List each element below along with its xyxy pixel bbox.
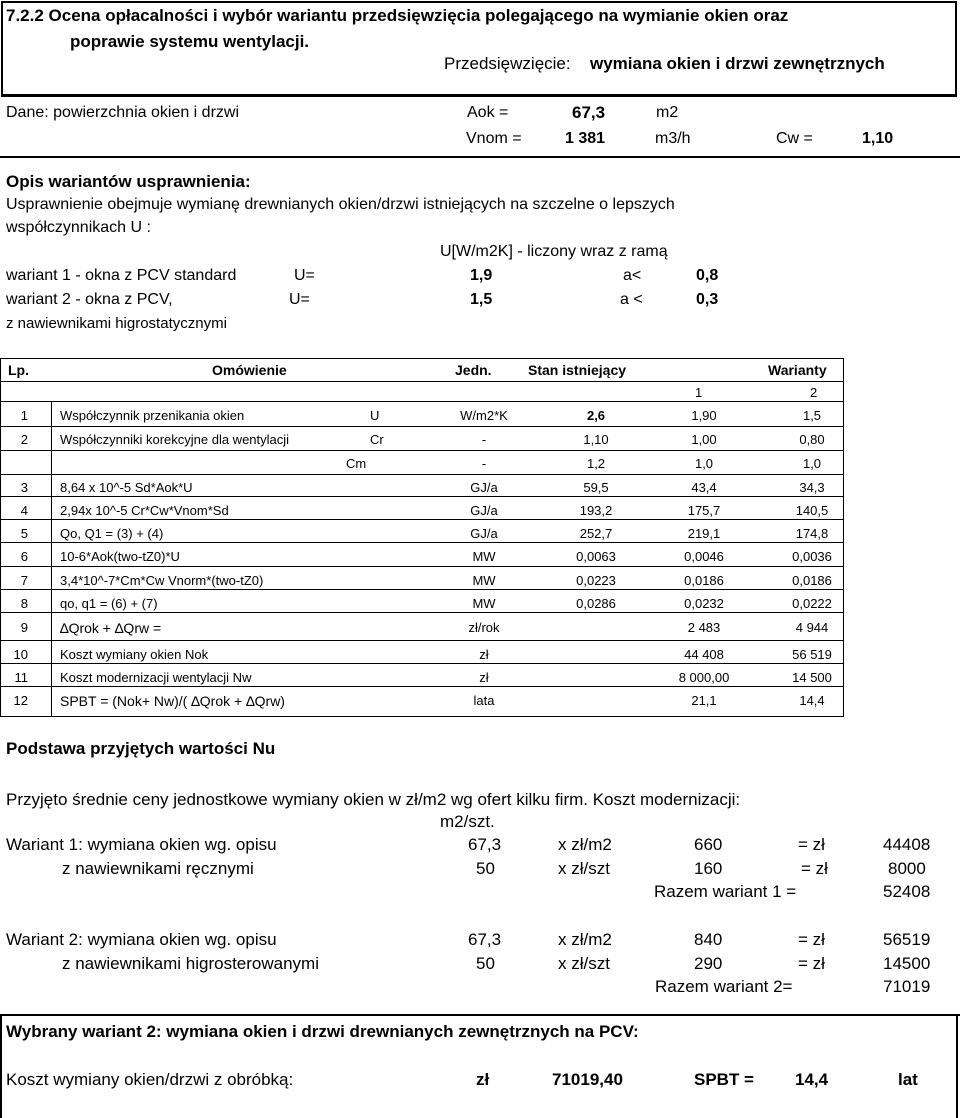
row-lp: 5: [20, 526, 28, 541]
row-lp: 9: [20, 620, 28, 635]
w2-sub-price: 290: [694, 954, 723, 973]
row-lp: 11: [14, 670, 28, 685]
spbt-value: 14,4: [795, 1070, 829, 1089]
basis-heading: Podstawa przyjętych wartości Nu: [6, 739, 276, 758]
w2-sub-total: 14500: [883, 954, 931, 973]
variant1-label: wariant 1 - okna z PCV standard: [6, 267, 237, 284]
row-variant2: 1,0: [802, 456, 822, 471]
row-variant2: 0,0222: [792, 596, 832, 611]
row-desc: Koszt modernizacji wentylacji Nw: [60, 670, 252, 685]
conclusion-right-line: [956, 1014, 958, 1118]
w1-price: 660: [694, 835, 723, 854]
row-unit: GJ/a: [470, 503, 498, 518]
row-variant2: 140,5: [795, 503, 829, 518]
w2-sub-label: z nawiewnikami higrosterowanymi: [62, 954, 319, 973]
row-variant2: 56 519: [792, 647, 832, 662]
w1-sub-price: 160: [694, 859, 723, 878]
w1-total: 44408: [883, 835, 931, 854]
w2-sum-value: 71019: [883, 977, 931, 996]
row-desc: qo, q1 = (6) + (7): [60, 596, 158, 611]
th-variants: Warianty: [768, 362, 827, 378]
row-current: 0,0286: [576, 596, 616, 611]
u-header: U[W/m2K] - liczony wraz z ramą: [440, 243, 668, 260]
table-bottom-line: [0, 716, 844, 717]
variant2-u-value: 1,5: [470, 291, 493, 308]
w2-sub-qty: 50: [476, 954, 495, 973]
w1-label: Wariant 1: wymiana okien wg. opisu: [6, 835, 277, 854]
conclusion-heading: Wybrany wariant 2: wymiana okien i drzwi drewnianych zewnętrznych na PCV:: [6, 1022, 639, 1041]
row-unit: GJ/a: [470, 526, 498, 541]
row-current: 193,2: [579, 503, 613, 518]
vnom-value: 1 381: [565, 130, 606, 147]
row-variant1: 44 408: [684, 647, 724, 662]
w1-sub-eq: = zł: [801, 859, 828, 878]
row-symbol: Cr: [370, 432, 384, 447]
th-variant2: 2: [810, 385, 818, 400]
row-desc: 8,64 x 10^-5 Sd*Aok*U: [60, 480, 193, 495]
row-desc: Qo, Q1 = (3) + (4): [60, 526, 164, 541]
variant2-note: z nawiewnikami higrostatycznymi: [6, 315, 227, 332]
vnom-unit: m3/h: [655, 130, 691, 147]
table-row-divider: [0, 519, 844, 520]
row-variant1: 1,00: [691, 432, 717, 447]
row-variant2: 1,5: [802, 408, 822, 423]
cw-value: 1,10: [862, 130, 894, 147]
row-unit: MW: [472, 549, 496, 564]
w1-unit: x zł/m2: [558, 835, 612, 854]
row-desc: ∆Qrok + ∆Qrw =: [60, 620, 162, 636]
w1-sub-label: z nawiewnikami ręcznymi: [62, 859, 254, 878]
row-unit: lata: [473, 693, 495, 708]
row-desc: 3,4*10^-7*Cm*Cw Vnorm*(two-tZ0): [60, 573, 264, 588]
row-unit: MW: [472, 596, 496, 611]
w1-qty: 67,3: [468, 835, 502, 854]
table-row-divider: [0, 496, 844, 497]
table-row-divider: [0, 566, 844, 567]
w2-unit: x zł/m2: [558, 930, 612, 949]
table-row-divider: [0, 663, 844, 664]
row-variant1: 1,0: [694, 456, 714, 471]
row-current: 0,0223: [576, 573, 616, 588]
w1-eq: = zł: [798, 835, 825, 854]
row-variant1: 8 000,00: [678, 670, 730, 685]
variant1-u-label: U=: [294, 267, 315, 284]
aok-label: Aok =: [467, 104, 509, 121]
variants-desc-line1: Usprawnienie obejmuje wymianę drewnianych okien/drzwi istniejących na szczelne o lepszych: [6, 196, 675, 213]
row-variant1: 0,0186: [684, 573, 724, 588]
row-symbol: U: [370, 408, 380, 423]
divider: [0, 156, 960, 158]
project-value: wymiana okien i drzwi zewnętrznych: [590, 54, 885, 73]
variant2-a-value: 0,3: [696, 291, 719, 308]
variant1-a-value: 0,8: [696, 267, 719, 284]
row-lp: 7: [20, 573, 28, 588]
table-header-line: [0, 381, 844, 382]
table-row-divider: [0, 450, 844, 451]
row-desc: Koszt wymiany okien Nok: [60, 647, 209, 662]
row-variant2: 174,8: [795, 526, 829, 541]
row-current: 252,7: [579, 526, 613, 541]
table-row-divider: [0, 589, 844, 590]
row-current: 1,10: [583, 432, 609, 447]
row-symbol: Cm: [346, 456, 367, 471]
w1-sub-unit: x zł/szt: [558, 859, 610, 878]
row-lp: 10: [13, 647, 28, 662]
row-variant2: 4 944: [795, 620, 829, 635]
table-row-divider: [0, 542, 844, 543]
variant1-a-label: a<: [623, 267, 642, 284]
row-unit: zł/rok: [468, 620, 500, 635]
row-variant1: 219,1: [687, 526, 721, 541]
row-variant1: 0,0232: [684, 596, 724, 611]
w1-sum-label: Razem wariant 1 =: [654, 882, 797, 901]
row-lp: 1: [20, 408, 28, 423]
section-title-line2: poprawie systemu wentylacji.: [70, 32, 310, 51]
w2-price: 840: [694, 930, 723, 949]
w2-sub-eq: = zł: [798, 954, 825, 973]
project-label: Przedsięwzięcie:: [444, 54, 571, 73]
w2-sub-unit: x zł/szt: [558, 954, 610, 973]
row-lp: 6: [20, 549, 28, 564]
row-desc: 2,94x 10^-5 Cr*Cw*Vnom*Sd: [60, 503, 229, 518]
w1-sub-qty: 50: [476, 859, 495, 878]
conclusion-cost-label: Koszt wymiany okien/drzwi z obróbką:: [6, 1070, 294, 1089]
row-desc: SPBT = (Nok+ Nw)/( ∆Qrok + ∆Qrw): [60, 693, 285, 709]
row-current: 1,2: [586, 456, 606, 471]
w1-sum-value: 52408: [883, 882, 931, 901]
row-variant1: 2 483: [687, 620, 721, 635]
row-unit: -: [481, 432, 487, 447]
table-row-divider: [0, 474, 844, 475]
spbt-label: SPBT =: [694, 1070, 754, 1089]
row-variant1: 1,90: [691, 408, 717, 423]
th-variant1: 1: [695, 385, 703, 400]
variant2-label: wariant 2 - okna z PCV,: [6, 291, 173, 308]
row-variant1: 43,4: [691, 480, 717, 495]
row-unit: MW: [472, 573, 496, 588]
variants-desc-line2: współczynnikach U :: [6, 219, 151, 236]
basis-line1: Przyjęto średnie ceny jednostkowe wymiany okien w zł/m2 wg ofert kilku firm. Koszt modernizacji:: [6, 790, 741, 809]
row-variant1: 21,1: [691, 693, 717, 708]
row-variant1: 175,7: [687, 503, 721, 518]
spbt-unit: lat: [898, 1070, 918, 1089]
conclusion-currency: zł: [476, 1070, 490, 1089]
row-lp: 4: [20, 503, 28, 518]
variant2-a-label: a <: [620, 291, 643, 308]
row-unit: -: [481, 456, 487, 471]
row-desc: 10-6*Aok(two-tZ0)*U: [60, 549, 180, 564]
row-desc: Współczynnik przenikania okien: [60, 408, 245, 423]
row-variant1: 0,0046: [684, 549, 724, 564]
row-variant2: 0,0186: [792, 573, 832, 588]
row-unit: zł: [479, 670, 489, 685]
row-unit: GJ/a: [470, 480, 498, 495]
row-unit: zł: [479, 647, 489, 662]
row-lp: 12: [13, 693, 28, 708]
row-current: 59,5: [583, 480, 609, 495]
variants-heading: Opis wariantów usprawnienia:: [6, 172, 251, 191]
w2-total: 56519: [883, 930, 931, 949]
conclusion-cost-value: 71019,40: [552, 1070, 623, 1089]
row-lp: 8: [20, 596, 28, 611]
table-row-divider: [0, 612, 844, 613]
row-desc: Współczynniki korekcyjne dla wentylacji: [60, 432, 290, 447]
variant2-u-label: U=: [289, 291, 310, 308]
data-label: Dane: powierzchnia okien i drzwi: [6, 104, 239, 121]
aok-unit: m2: [656, 104, 679, 121]
row-unit: W/m2*K: [460, 408, 508, 423]
w2-qty: 67,3: [468, 930, 502, 949]
table-top-line: [0, 358, 844, 359]
row-lp: 2: [20, 432, 28, 447]
row-variant2: 14,4: [799, 693, 825, 708]
th-unit: Jedn.: [455, 362, 492, 378]
row-variant2: 0,0036: [792, 549, 832, 564]
table-col-lp-divider: [51, 401, 52, 716]
row-variant2: 0,80: [799, 432, 825, 447]
basis-line2: m2/szt.: [440, 812, 495, 831]
row-variant2: 14 500: [792, 670, 832, 685]
w2-label: Wariant 2: wymiana okien wg. opisu: [6, 930, 277, 949]
row-current: 2,6: [586, 408, 606, 423]
table-row-divider: [0, 686, 844, 687]
variant1-u-value: 1,9: [470, 267, 493, 284]
aok-value: 67,3: [572, 103, 606, 122]
w2-eq: = zł: [798, 930, 825, 949]
row-lp: 3: [20, 480, 28, 495]
table-subheader-line: [0, 401, 844, 402]
row-variant2: 34,3: [799, 480, 825, 495]
conclusion-top-line: [0, 1014, 960, 1016]
table-row-divider: [0, 426, 844, 427]
vnom-label: Vnom =: [466, 130, 522, 147]
cw-label: Cw =: [776, 130, 813, 147]
row-current: 0,0063: [576, 549, 616, 564]
w2-sum-label: Razem wariant 2=: [655, 977, 793, 996]
th-current: Stan istniejący: [528, 362, 627, 378]
table-row-divider: [0, 640, 844, 641]
conclusion-left-line: [0, 1014, 2, 1118]
th-desc: Omówienie: [212, 362, 287, 378]
w1-sub-total: 8000: [888, 859, 926, 878]
th-lp: Lp.: [8, 362, 29, 378]
section-title-line1: 7.2.2 Ocena opłacalności i wybór wariantu przedsięwzięcia polegającego na wymianie okien oraz: [6, 6, 789, 25]
